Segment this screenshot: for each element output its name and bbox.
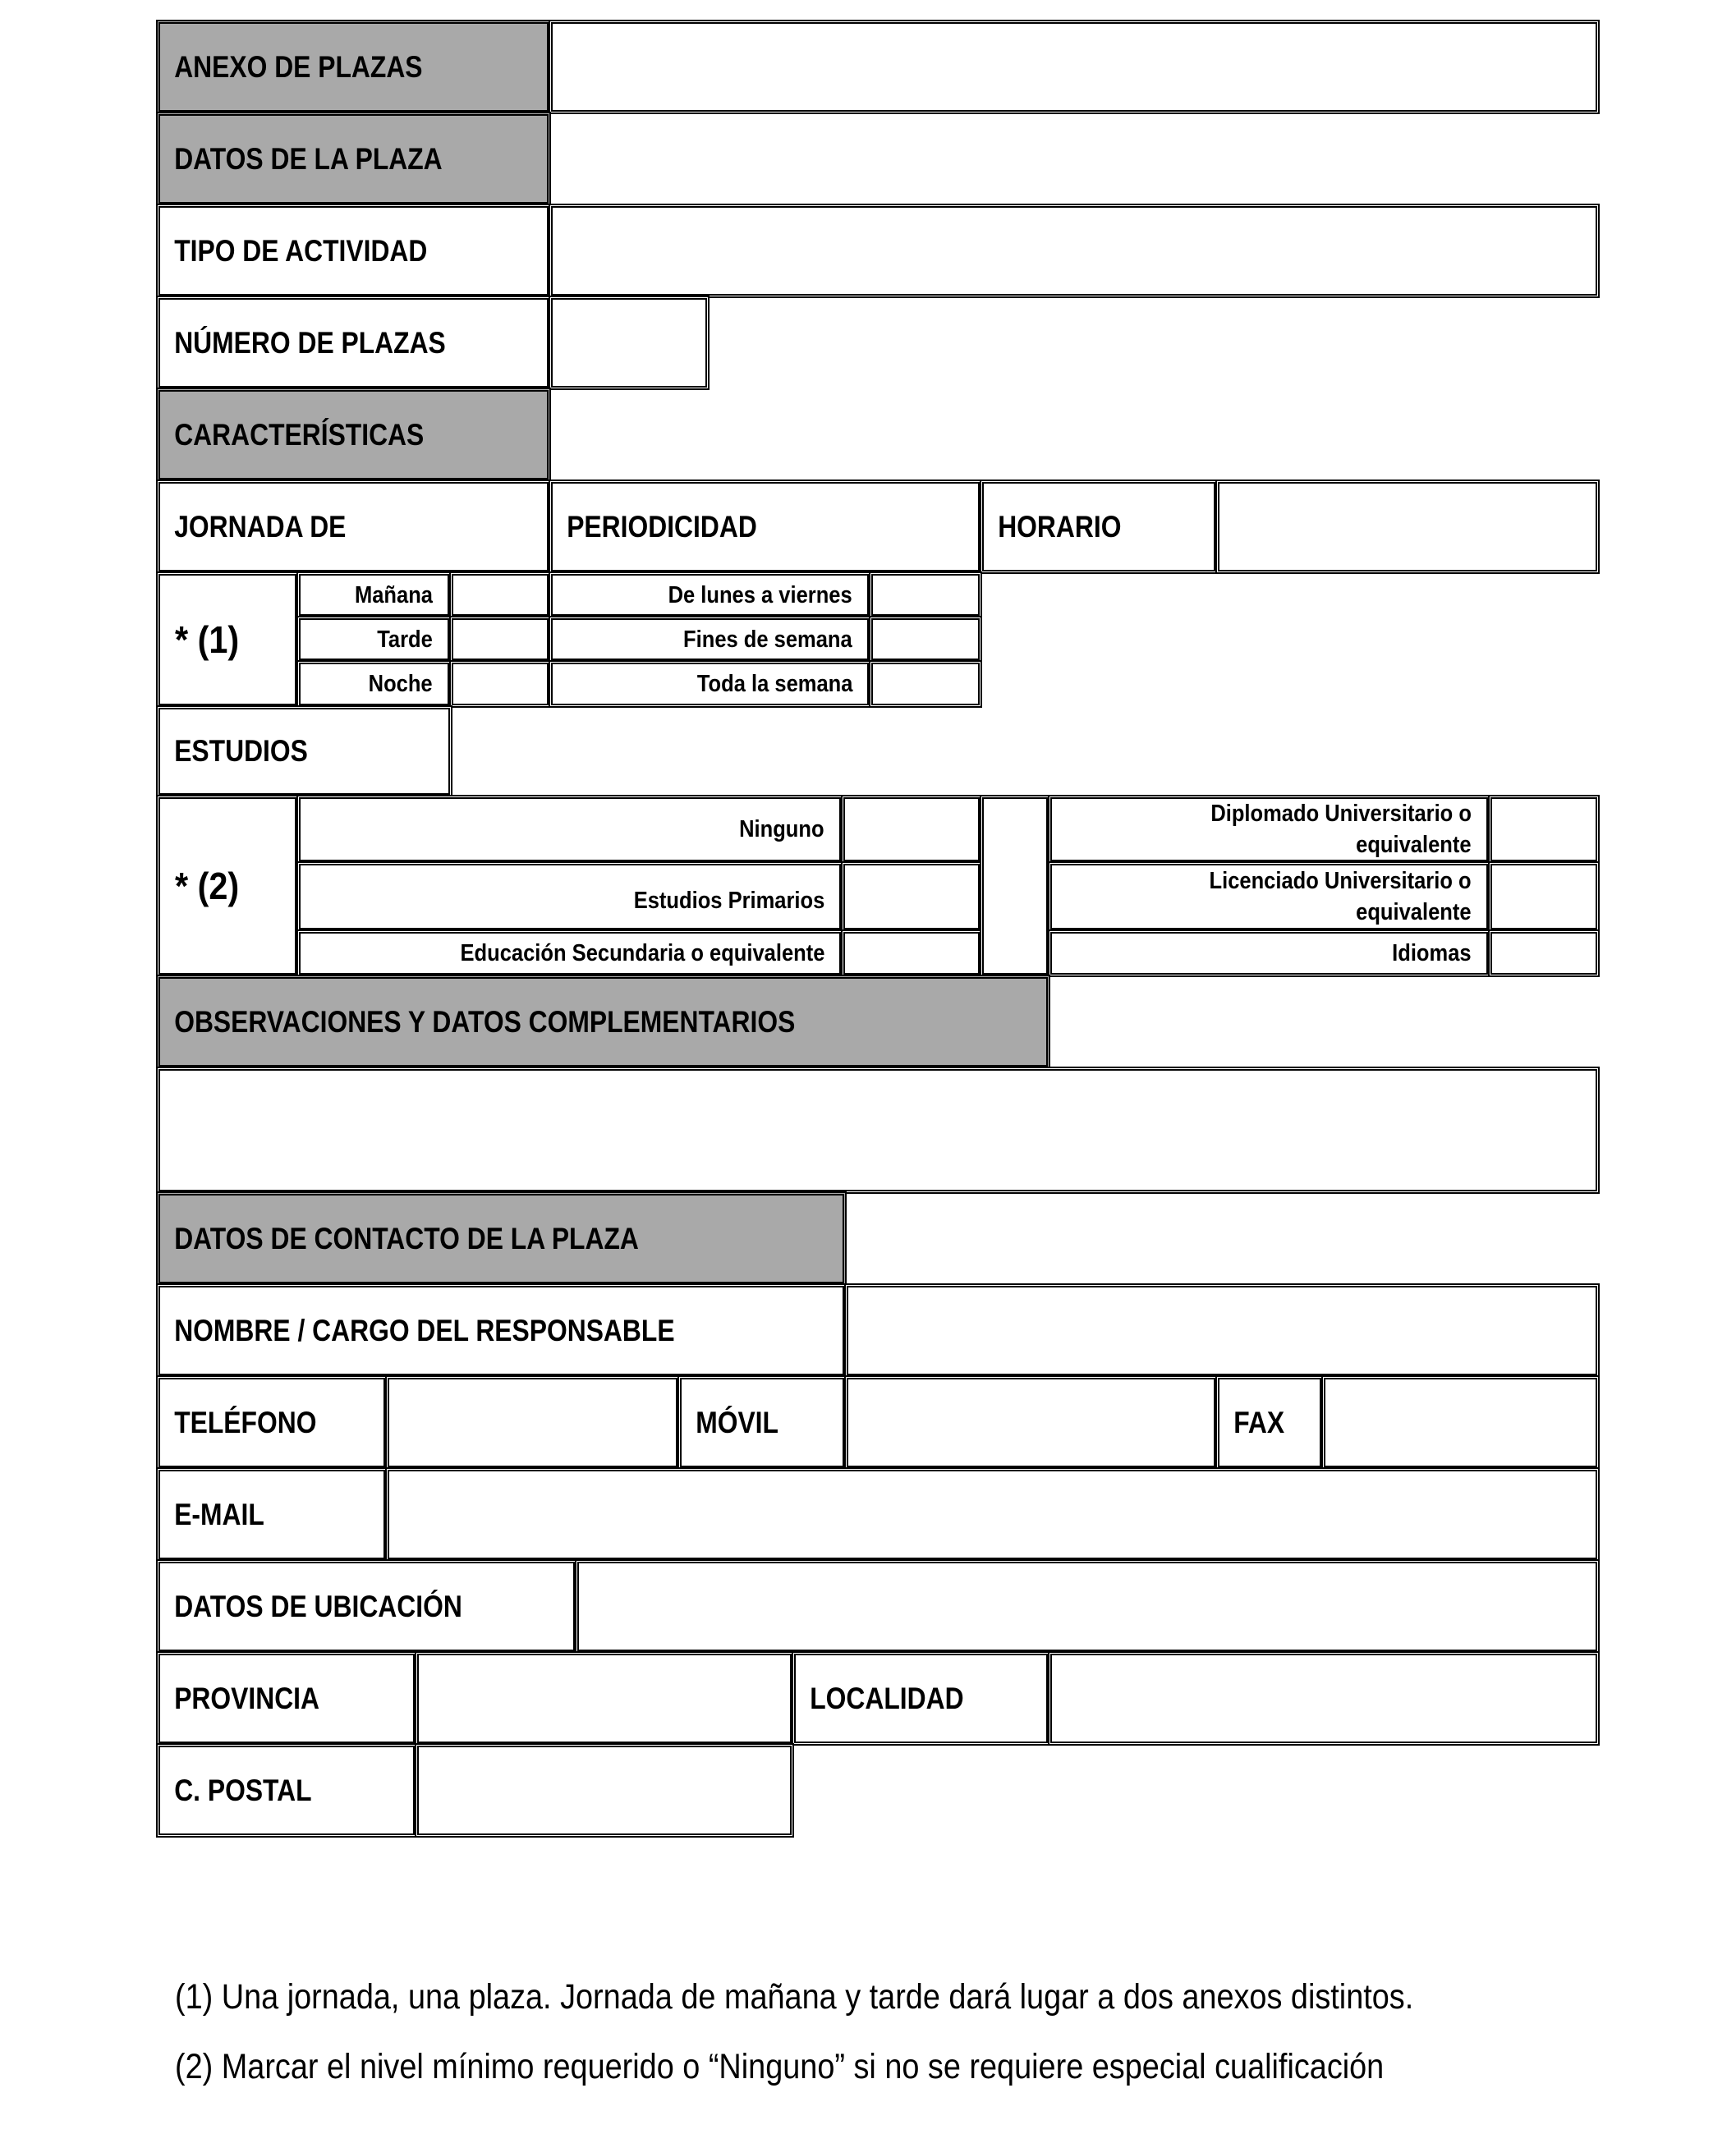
cpostal-field[interactable] (415, 1743, 794, 1838)
ubicacion-label-cell (156, 1559, 577, 1654)
contacto-title-cell (156, 1191, 847, 1286)
note1-marker-cell (156, 571, 299, 708)
note1-marker: * (1) (175, 618, 240, 661)
movil-field[interactable] (844, 1375, 1218, 1470)
datos-plaza-title: DATOS DE LA PLAZA (174, 141, 443, 176)
estudios-spacer-cell (980, 795, 1050, 977)
numero-plazas-label: NÚMERO DE PLAZAS (174, 325, 446, 360)
localidad-label: LOCALIDAD (810, 1681, 964, 1715)
observaciones-title-cell (156, 975, 1050, 1069)
periodicidad-option-label: Fines de semana (683, 626, 852, 653)
horario-field[interactable] (1215, 480, 1600, 574)
footnote-2: (2) Marcar el nivel mínimo requerido o “Ninguno” si no se requiere especial cualificación (175, 2047, 1385, 2086)
periodicidad-option-toda-semana (549, 660, 871, 708)
estudios-label: ESTUDIOS (174, 734, 308, 768)
footnote-1: (1) Una jornada, una plaza. Jornada de mañana y tarde dará lugar a dos anexos distintos. (175, 1977, 1414, 2017)
datos-plaza-title-cell (156, 112, 551, 206)
estudios-option-label-line1: Diplomado Universitario o (1210, 801, 1472, 827)
jornada-tarde-checkbox[interactable] (449, 616, 551, 663)
anexo-title: ANEXO DE PLAZAS (174, 49, 423, 84)
telefono-label: TELÉFONO (174, 1405, 317, 1439)
jornada-option-tarde (296, 616, 452, 663)
estudios-option-label-line1: Licenciado Universitario o (1209, 868, 1472, 894)
estudios-option-licenciado (1048, 861, 1490, 932)
fax-label-cell (1215, 1375, 1324, 1470)
numero-plazas-label-cell (156, 296, 551, 390)
jornada-label-cell (156, 480, 551, 574)
anexo-title-cell (156, 20, 551, 114)
provincia-label: PROVINCIA (174, 1681, 319, 1715)
jornada-option-manana (296, 571, 452, 618)
estudios-diplomado-checkbox[interactable] (1488, 795, 1600, 864)
contacto-title: DATOS DE CONTACTO DE LA PLAZA (174, 1221, 639, 1255)
observaciones-field[interactable] (156, 1067, 1600, 1194)
ubicacion-label: DATOS DE UBICACIÓN (174, 1589, 462, 1623)
responsable-field[interactable] (844, 1283, 1600, 1378)
estudios-option-label: Idiomas (1392, 940, 1472, 966)
note2-marker-cell (156, 795, 299, 977)
estudios-option-primarios (296, 861, 843, 932)
periodicidad-option-lunes-viernes (549, 571, 871, 618)
periodicidad-option-fines-semana (549, 616, 871, 663)
email-label: E-MAIL (174, 1497, 264, 1531)
telefono-field[interactable] (385, 1375, 680, 1470)
periodicidad-option-label: De lunes a viernes (668, 581, 852, 608)
estudios-ninguno-checkbox[interactable] (841, 795, 982, 864)
periodicidad-fines-semana-checkbox[interactable] (869, 616, 982, 663)
horario-label-cell (980, 480, 1218, 574)
estudios-option-secundaria (296, 929, 843, 977)
anexo-field[interactable] (549, 20, 1600, 114)
telefono-label-cell (156, 1375, 388, 1470)
estudios-option-label-line2: equivalente (1356, 832, 1472, 858)
estudios-option-label-line2: equivalente (1356, 899, 1472, 925)
estudios-option-label: Estudios Primarios (633, 888, 824, 914)
ubicacion-field[interactable] (575, 1559, 1600, 1654)
email-label-cell (156, 1467, 388, 1562)
estudios-option-idiomas (1048, 929, 1490, 977)
estudios-option-label: Ninguno (739, 816, 824, 842)
movil-label-cell (677, 1375, 847, 1470)
estudios-label-cell (156, 705, 452, 797)
jornada-label: JORNADA DE (174, 509, 347, 544)
periodicidad-label-cell (549, 480, 982, 574)
email-field[interactable] (385, 1467, 1600, 1562)
numero-plazas-field[interactable] (549, 296, 710, 390)
periodicidad-toda-semana-checkbox[interactable] (869, 660, 982, 708)
cpostal-label-cell (156, 1743, 417, 1838)
responsable-label-cell (156, 1283, 847, 1378)
estudios-option-diplomado (1048, 795, 1490, 864)
periodicidad-lunes-viernes-checkbox[interactable] (869, 571, 982, 618)
jornada-option-label: Tarde (377, 626, 433, 653)
periodicidad-label: PERIODICIDAD (567, 509, 757, 544)
localidad-label-cell (792, 1651, 1050, 1746)
estudios-licenciado-checkbox[interactable] (1488, 861, 1600, 932)
estudios-idiomas-checkbox[interactable] (1488, 929, 1600, 977)
responsable-label: NOMBRE / CARGO DEL RESPONSABLE (174, 1313, 675, 1347)
fax-field[interactable] (1321, 1375, 1600, 1470)
estudios-secundaria-checkbox[interactable] (841, 929, 982, 977)
jornada-manana-checkbox[interactable] (449, 571, 551, 618)
jornada-option-label: Noche (368, 671, 433, 697)
periodicidad-option-label: Toda la semana (696, 671, 852, 697)
horario-label: HORARIO (998, 509, 1122, 544)
jornada-noche-checkbox[interactable] (449, 660, 551, 708)
observaciones-title: OBSERVACIONES Y DATOS COMPLEMENTARIOS (174, 1004, 796, 1039)
provincia-label-cell (156, 1651, 417, 1746)
estudios-option-ninguno (296, 795, 843, 864)
caracteristicas-title: CARACTERÍSTICAS (174, 417, 425, 452)
cpostal-label: C. POSTAL (174, 1773, 312, 1807)
note2-marker: * (2) (175, 865, 240, 907)
tipo-actividad-label: TIPO DE ACTIVIDAD (174, 233, 428, 268)
jornada-option-label: Mañana (354, 581, 433, 608)
fax-label: FAX (1233, 1405, 1285, 1439)
tipo-actividad-label-cell (156, 204, 551, 298)
provincia-field[interactable] (415, 1651, 794, 1746)
tipo-actividad-field[interactable] (549, 204, 1600, 298)
jornada-option-noche (296, 660, 452, 708)
caracteristicas-title-cell (156, 388, 551, 482)
movil-label: MÓVIL (696, 1405, 778, 1439)
estudios-option-label: Educación Secundaria o equivalente (460, 940, 824, 966)
estudios-primarios-checkbox[interactable] (841, 861, 982, 932)
localidad-field[interactable] (1048, 1651, 1600, 1746)
